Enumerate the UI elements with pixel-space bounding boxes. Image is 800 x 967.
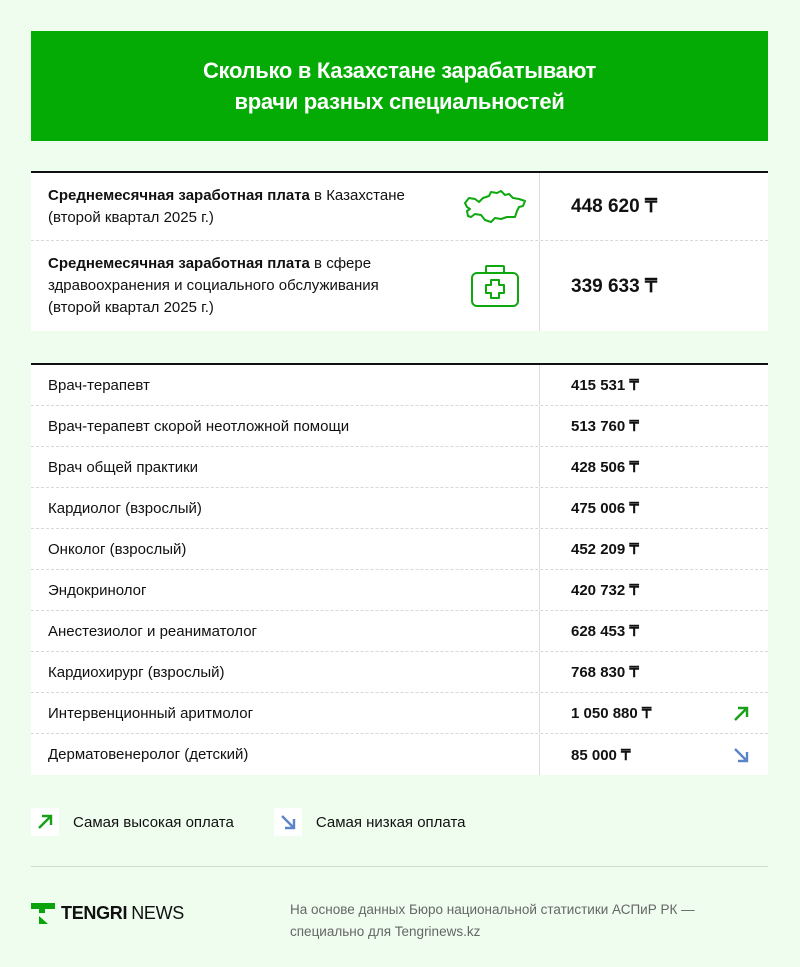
salary-value: 415 531 ₸	[539, 365, 768, 405]
summary-row-healthcare	[31, 241, 768, 331]
tengri-news-logo: TENGRI NEWS	[31, 900, 184, 926]
kazakhstan-map-icon	[451, 173, 539, 240]
summary-label: Среднемесячная заработная плата в сфере здравоохранения и социального обслуживания (второй квартал 2025 г.)	[48, 255, 379, 316]
arrow-down-right-icon	[274, 808, 302, 836]
specialty-name: Интервенционный аритмолог	[48, 704, 254, 722]
summary-table	[31, 171, 768, 331]
arrow-down-right-icon	[732, 746, 750, 764]
salary-value: 420 732 ₸	[539, 570, 768, 610]
salary-value: 85 000 ₸	[539, 734, 768, 775]
tengri-logo-icon	[31, 900, 55, 926]
salary-value: 513 760 ₸	[539, 406, 768, 446]
table-row	[31, 447, 768, 488]
specialty-name: Анестезиолог и реаниматолог	[48, 622, 258, 640]
summary-value: 448 620 ₸	[539, 173, 768, 240]
arrow-up-right-icon	[732, 705, 750, 723]
summary-label: Среднемесячная заработная плата в Казахстане (второй квартал 2025 г.)	[48, 186, 405, 226]
salary-value: 428 506 ₸	[539, 447, 768, 487]
specialty-name: Онколог (взрослый)	[48, 540, 187, 558]
source-note: На основе данных Бюро национальной статистики АСПиР РК — специально для Tengrinews.kz	[290, 902, 695, 939]
summary-value: 339 633 ₸	[539, 241, 768, 331]
table-row	[31, 406, 768, 447]
legend-item-highest: Самая высокая оплата	[31, 808, 234, 836]
table-row	[31, 693, 768, 734]
salary-value: 628 453 ₸	[539, 611, 768, 651]
footer-divider	[31, 866, 768, 867]
legend	[31, 808, 506, 836]
salary-table	[31, 363, 768, 775]
table-row	[31, 734, 768, 775]
salary-value: 1 050 880 ₸	[539, 693, 768, 733]
arrow-up-right-icon	[31, 808, 59, 836]
table-row	[31, 611, 768, 652]
salary-value: 475 006 ₸	[539, 488, 768, 528]
specialty-name: Врач общей практики	[48, 458, 199, 476]
header-banner	[31, 31, 768, 141]
specialty-name: Врач-терапевт	[48, 376, 150, 394]
specialty-name: Эндокринолог	[48, 581, 147, 599]
legend-item-lowest: Самая низкая оплата	[274, 808, 466, 836]
specialty-name: Кардиохирург (взрослый)	[48, 663, 225, 681]
specialty-name: Кардиолог (взрослый)	[48, 499, 202, 517]
table-row	[31, 365, 768, 406]
table-row	[31, 570, 768, 611]
specialty-name: Врач-терапевт скорой неотложной помощи	[48, 417, 350, 435]
specialty-name: Дерматовенеролог (детский)	[48, 746, 249, 763]
table-row	[31, 529, 768, 570]
salary-value: 452 209 ₸	[539, 529, 768, 569]
salary-value: 768 830 ₸	[539, 652, 768, 692]
table-row	[31, 488, 768, 529]
table-row	[31, 652, 768, 693]
summary-row-kazakhstan	[31, 173, 768, 241]
page-title: Сколько в Казахстане зарабатывают врачи разных специальностей	[202, 58, 597, 114]
medical-kit-icon	[451, 241, 539, 331]
